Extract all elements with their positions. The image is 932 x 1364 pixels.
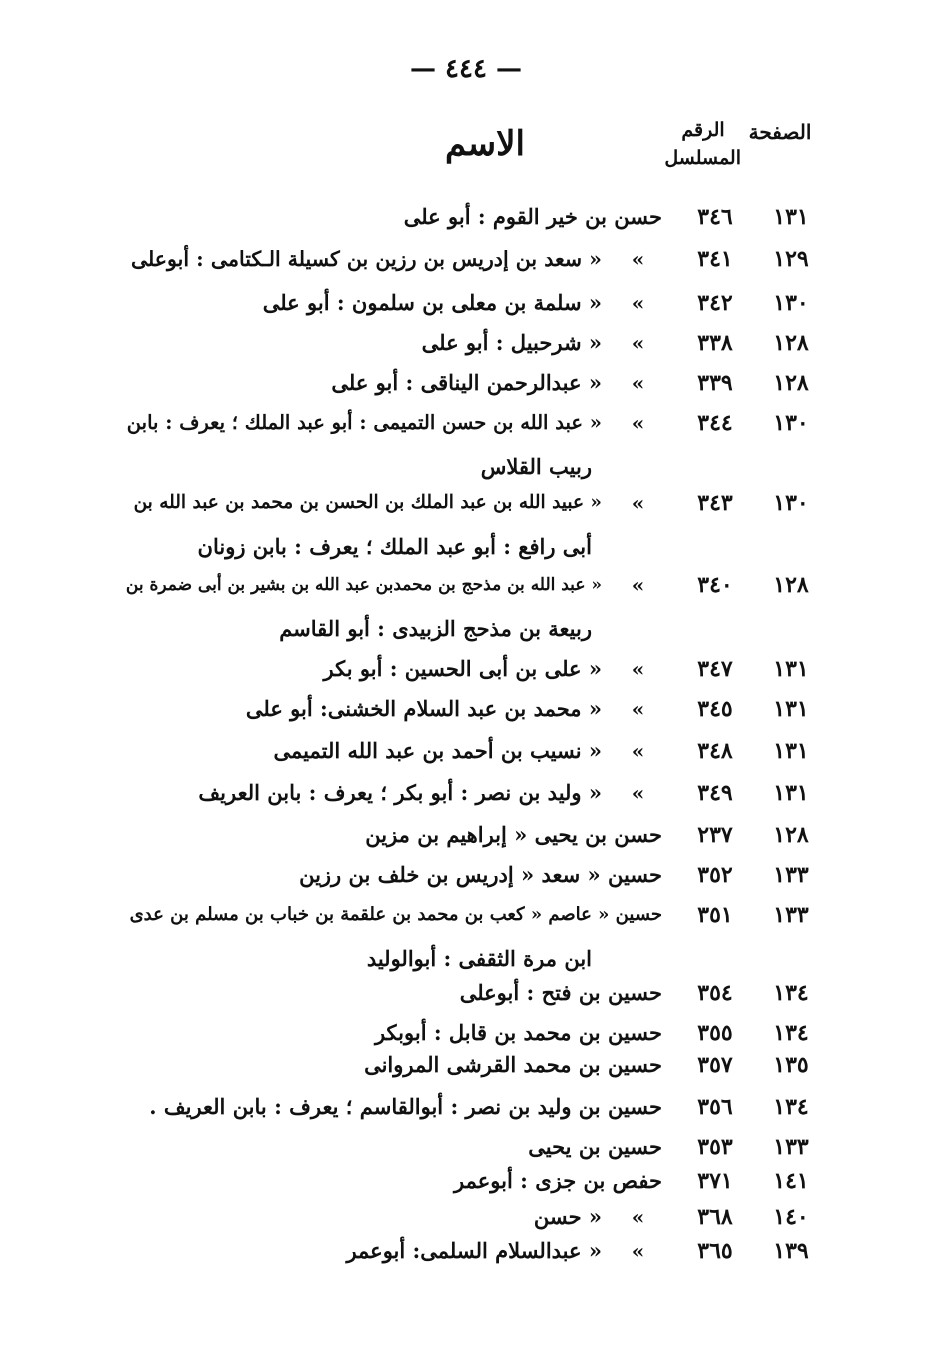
table-row <box>0 814 932 856</box>
name-cell: « نسيب بن أحمد بن عبد الله التميمى <box>273 738 602 763</box>
table-row <box>0 196 932 238</box>
name-cell: حسين بن محمد بن قابل : أبوبكر <box>374 1020 662 1045</box>
serial-number-cell: ٣٣٩ <box>697 370 733 396</box>
serial-number-cell: ٣٥١ <box>697 902 733 928</box>
serial-number-cell: ٢٣٧ <box>697 822 733 848</box>
page-number-cell: ١٢٨ <box>773 330 809 356</box>
serial-number-cell: ٣٥٧ <box>697 1052 733 1078</box>
ditto-mark: « <box>631 573 645 597</box>
name-cell: حسن بن خير القوم : أبو على <box>403 204 662 229</box>
page-number-cell: ١٣٩ <box>773 1238 809 1264</box>
serial-number-cell: ٣٤١ <box>697 246 733 272</box>
serial-number-cell: ٣٦٨ <box>697 1204 733 1230</box>
ditto-mark: « <box>631 1205 645 1229</box>
serial-number-cell: ٣٤٦ <box>697 204 733 230</box>
ditto-mark: « <box>631 411 645 435</box>
serial-number-cell: ٣٥٥ <box>697 1020 733 1046</box>
column-header-serial: الرقم المسلسل <box>664 119 741 169</box>
page-number-cell: ١٣٤ <box>773 1094 809 1120</box>
ditto-mark: « <box>631 1239 645 1263</box>
table-row <box>0 730 932 772</box>
table-row <box>0 564 932 652</box>
page-number-cell: ١٣٠ <box>773 490 809 516</box>
serial-number-cell: ٣٤٢ <box>697 290 733 316</box>
name-cell: حسين بن يحيى <box>528 1134 662 1159</box>
page-number-cell: ١٣٣ <box>773 1134 809 1160</box>
serial-number-cell: ٣٣٨ <box>697 330 733 356</box>
page-number-cell: ١٤٠ <box>773 1204 809 1230</box>
name-cell: « سعد بن إدريس بن رزين بن كسيلة الـكتامى : أبوعلى <box>130 247 602 271</box>
page-number-cell: ١٣٥ <box>773 1052 809 1078</box>
page-number-cell: ١٣٤ <box>773 1020 809 1046</box>
ditto-mark: « <box>631 371 645 395</box>
name-cell: « عبدالسلام السلمى: أبوعمر <box>346 1238 602 1263</box>
ditto-mark: « <box>631 331 645 355</box>
name-cell: « عبد الله بن مذحج بن محمدبن عبد الله بن بشير بن أبى ضمرة بن <box>125 575 602 595</box>
serial-number-cell: ٣٥٣ <box>697 1134 733 1160</box>
page-number-cell: ١٣١ <box>773 738 809 764</box>
table-row <box>0 482 932 570</box>
table-row <box>0 972 932 1014</box>
name-cell: حسين « سعد « إدريس بن خلف بن رزين <box>299 862 662 887</box>
table-row <box>0 1230 932 1272</box>
page-number-cell: ١٣١ <box>773 780 809 806</box>
ditto-mark: « <box>631 781 645 805</box>
name-cell: حسين « عاصم « كعب بن محمد بن علقمة بن خباب بن مسلم بن عدى <box>129 904 662 925</box>
table-row <box>0 854 932 896</box>
table-row <box>0 1044 932 1086</box>
ditto-mark: « <box>631 291 645 315</box>
ditto-mark: « <box>631 657 645 681</box>
table-row <box>0 282 932 324</box>
serial-number-cell: ٣٥٤ <box>697 980 733 1006</box>
table-row <box>0 1086 932 1128</box>
name-continuation: ربيب القلاس <box>480 454 592 479</box>
serial-number-cell: ٣٤٥ <box>697 696 733 722</box>
serial-number-cell: ٣٤٤ <box>697 410 733 436</box>
column-header-page: الصفحة <box>748 120 812 144</box>
table-row <box>0 772 932 814</box>
name-continuation: ابن مرة الثقفى : أبوالوليد <box>366 946 592 971</box>
page-number-cell: ١٣٠ <box>773 290 809 316</box>
name-cell: حسين بن محمد القرشى المروانى <box>364 1052 662 1077</box>
name-cell: « حسن <box>533 1204 602 1229</box>
ditto-mark: « <box>631 739 645 763</box>
serial-number-cell: ٣٤٧ <box>697 656 733 682</box>
ditto-mark: « <box>631 697 645 721</box>
table-row <box>0 322 932 364</box>
page-number-cell: ١٣١ <box>773 696 809 722</box>
name-cell: حسن بن يحيى « إبراهيم بن مزين <box>365 822 662 847</box>
name-cell: حسين بن فتح : أبوعلى <box>459 980 662 1005</box>
page-number-cell: ١٤١ <box>773 1168 809 1194</box>
name-cell: « على بن أبى الحسين : أبو بكر <box>323 656 602 681</box>
page-number-cell: ١٢٨ <box>773 370 809 396</box>
name-cell: حفص بن جزى : أبوعمر <box>454 1168 662 1193</box>
page-number-cell: ١٣٣ <box>773 862 809 888</box>
serial-number-cell: ٣٧١ <box>697 1168 733 1194</box>
page-number-cell: ١٣٤ <box>773 980 809 1006</box>
serial-number-cell: ٣٦٥ <box>697 1238 733 1264</box>
name-cell: « شرحبيل : أبو على <box>421 330 602 355</box>
page-number-cell: ١٣١ <box>773 656 809 682</box>
name-cell: « سلمة بن معلى بن سلمون : أبو على <box>262 290 602 315</box>
column-header-name: الاسم <box>445 124 525 164</box>
name-continuation: أبى رافع : أبو عبد الملك ؛ يعرف : بابن زونان <box>197 534 592 559</box>
page-number-cell: ١٣١ <box>773 204 809 230</box>
serial-number-cell: ٣٤٩ <box>697 780 733 806</box>
name-cell: « وليد بن نصر : أبو بكر ؛ يعرف : بابن العريف <box>198 780 602 805</box>
name-cell: « محمد بن عبد السلام الخشنى: أبو على <box>245 696 602 721</box>
name-cell: « عبدالرحمن اليناقى : أبو على <box>331 370 602 395</box>
serial-number-cell: ٣٥٢ <box>697 862 733 888</box>
serial-number-cell: ٣٥٦ <box>697 1094 733 1120</box>
name-continuation: ربيعة بن مذحج الزبيدى : أبو القاسم <box>279 616 592 641</box>
table-row <box>0 238 932 280</box>
serial-number-cell: ٣٤٣ <box>697 490 733 516</box>
page-number-cell: ١٢٩ <box>773 246 809 272</box>
ditto-mark: « <box>631 247 645 271</box>
page-number-cell: ١٣٣ <box>773 902 809 928</box>
page-number-cell: ١٢٨ <box>773 572 809 598</box>
page-number-cell: ١٣٠ <box>773 410 809 436</box>
page-number: — ٤٤٤ — <box>409 54 523 84</box>
name-cell: حسين بن وليد بن نصر : أبوالقاسم ؛ يعرف : بابن العريف . <box>149 1094 662 1119</box>
name-cell: « عبد الله بن حسن التميمى : أبو عبد الملك ؛ يعرف : بابن <box>126 411 602 434</box>
table-row <box>0 894 932 982</box>
table-row <box>0 402 932 490</box>
ditto-mark: « <box>631 491 645 515</box>
serial-number-cell: ٣٤٠ <box>697 572 733 598</box>
table-row <box>0 648 932 690</box>
table-row <box>0 688 932 730</box>
table-row <box>0 362 932 404</box>
name-cell: « عبيد الله بن عبد الملك بن الحسن بن محمد بن عبد الله بن <box>133 492 602 513</box>
serial-number-cell: ٣٤٨ <box>697 738 733 764</box>
page-number-cell: ١٢٨ <box>773 822 809 848</box>
